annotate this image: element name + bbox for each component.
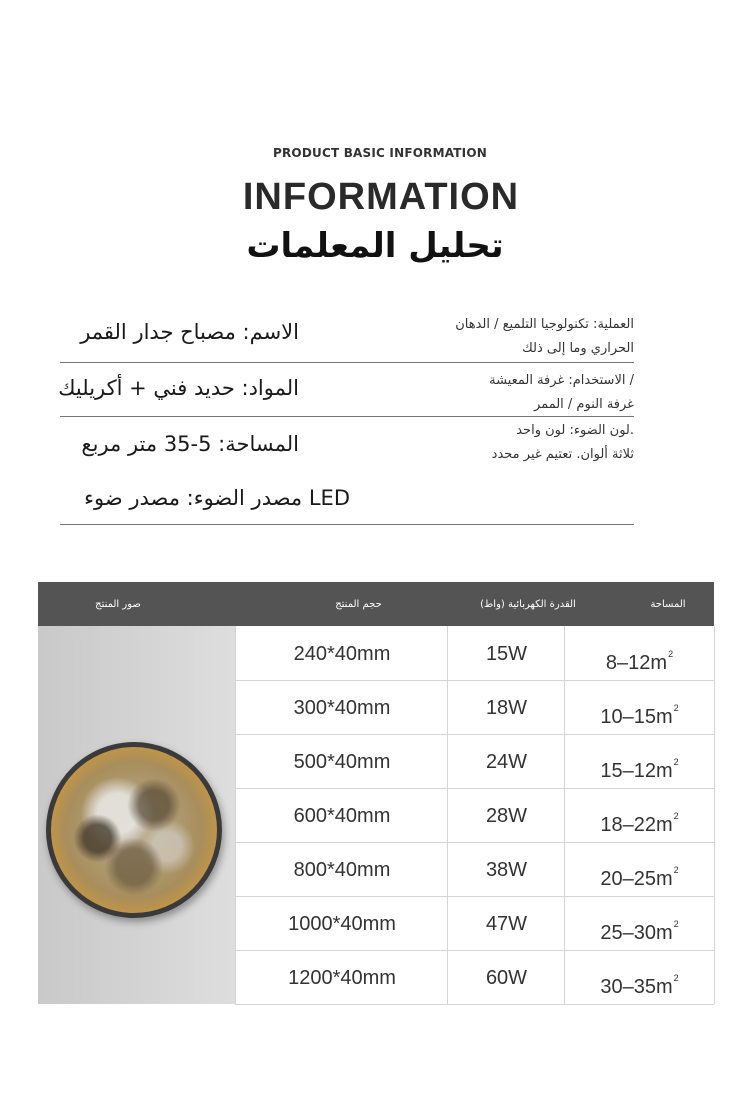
cell-power: 38W (447, 842, 565, 896)
info-side-line: ثلاثة ألوان. تعتيم غير محدد (491, 447, 634, 462)
cell-size: 800*40mm (235, 842, 448, 896)
moon-surface (51, 747, 217, 913)
cell-size: 240*40mm (235, 626, 448, 680)
divider (60, 362, 634, 363)
info-main-text: LED مصدر الضوء: مصدر ضوء (84, 486, 350, 510)
info-main-text: المساحة: 5-35 متر مربع (81, 432, 299, 456)
section-subtitle: PRODUCT BASIC INFORMATION (273, 146, 487, 160)
info-main-text: المواد: حديد فني + أكريليك (58, 376, 299, 400)
info-side-line: غرفة النوم / الممر (534, 397, 634, 412)
info-main-text: الاسم: مصباح جدار القمر (80, 320, 299, 344)
cell-size: 1200*40mm (235, 950, 448, 1004)
cell-power: 60W (447, 950, 565, 1004)
info-row-area (60, 420, 634, 472)
cell-size: 300*40mm (235, 680, 448, 734)
header-image: صور المنتج (95, 599, 141, 610)
cell-area: $30-35m^2$ (564, 950, 715, 1004)
info-side-line: / الاستخدام: غرفة المعيشة (489, 373, 634, 388)
info-side-line: الحراري وما إلى ذلك (522, 341, 634, 356)
header-size: حجم المنتج (335, 599, 382, 610)
info-side-line: العملية: تكنولوجيا التلميع / الدهان (455, 317, 634, 332)
divider (60, 416, 634, 417)
info-side-text (455, 313, 634, 361)
table-row (235, 680, 714, 735)
cell-power: 47W (447, 896, 565, 950)
page-title-arabic: تحليل المعلمات (246, 226, 504, 266)
table-row (235, 842, 714, 897)
table-row (235, 734, 714, 789)
cell-power: 15W (447, 626, 565, 680)
divider (60, 524, 634, 525)
cell-area: $8-12m^2$ (564, 626, 715, 680)
table-row (235, 950, 714, 1005)
info-side-text (489, 369, 634, 417)
table-row (235, 896, 714, 951)
cell-area: $18-22m^2$ (564, 788, 715, 842)
spec-table (38, 582, 714, 1004)
moon-lamp-image (46, 742, 222, 918)
cell-area: $10-15m^2$ (564, 680, 715, 734)
cell-area: $25-30m^2$ (564, 896, 715, 950)
info-row-material (60, 366, 634, 418)
table-row (235, 788, 714, 843)
header-area: المساحة (650, 599, 686, 610)
cell-power: 28W (447, 788, 565, 842)
cell-size: 1000*40mm (235, 896, 448, 950)
cell-area: $15-12m^2$ (564, 734, 715, 788)
info-row-name (60, 312, 634, 364)
header-power: القدرة الكهربائية (واط) (480, 599, 576, 610)
cell-power: 18W (447, 680, 565, 734)
info-row-light-source (60, 474, 634, 526)
cell-size: 600*40mm (235, 788, 448, 842)
page-title: INFORMATION (242, 176, 520, 218)
table-row (235, 626, 714, 681)
product-image-cell (38, 626, 235, 1004)
table-header (38, 582, 714, 626)
info-side-line: .لون الضوء: لون واحد (516, 423, 634, 438)
info-side-text (492, 419, 634, 467)
cell-power: 24W (447, 734, 565, 788)
cell-area: $20-25m^2$ (564, 842, 715, 896)
cell-size: 500*40mm (235, 734, 448, 788)
